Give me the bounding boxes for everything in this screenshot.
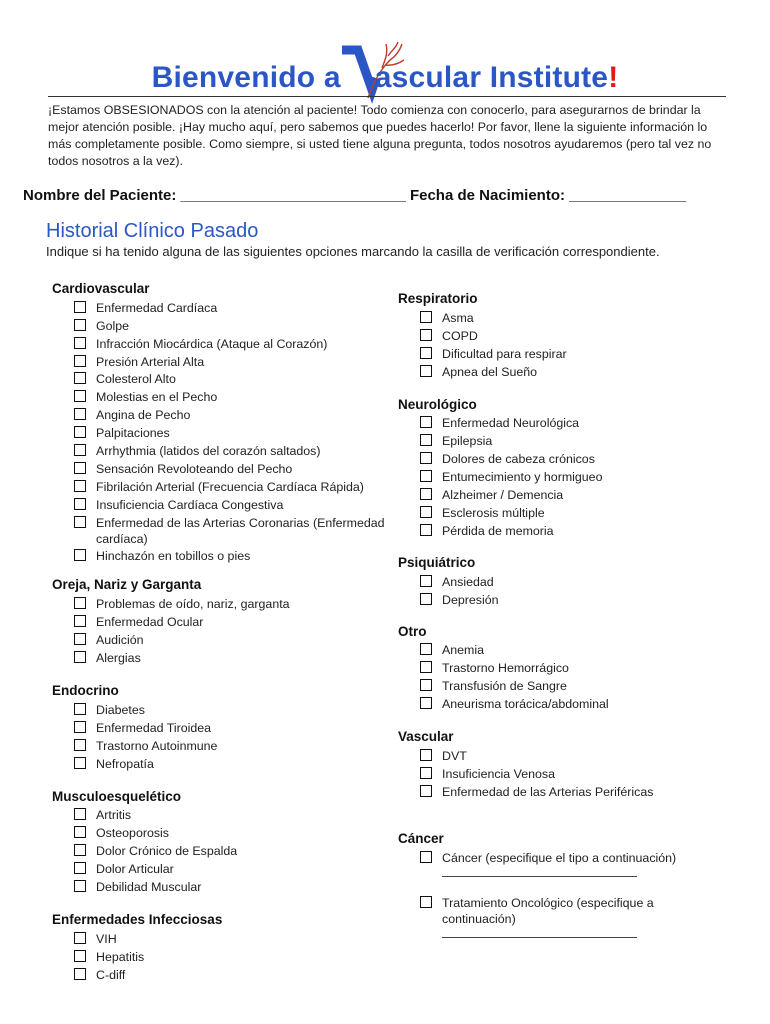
checkbox[interactable] <box>74 651 86 663</box>
checkbox-item[interactable] <box>52 336 397 352</box>
checkbox-label: Enfermedad Cardíaca <box>96 300 218 315</box>
checkbox-item[interactable] <box>398 642 728 658</box>
checkbox-label: Alergias <box>96 651 141 666</box>
checkbox[interactable] <box>420 593 432 605</box>
checkbox-label: Enfermedad Tiroidea <box>96 720 212 735</box>
checkbox-item[interactable] <box>398 696 728 712</box>
checkbox-item[interactable] <box>52 738 397 754</box>
checkbox[interactable] <box>74 301 86 313</box>
checkbox-item[interactable] <box>398 678 728 694</box>
checkbox-item[interactable] <box>398 505 728 521</box>
checkbox-label: Audición <box>96 633 144 648</box>
checkbox-label: Insuficiencia Venosa <box>442 766 555 781</box>
checkbox-label: Hepatitis <box>96 949 145 964</box>
checkbox[interactable] <box>420 679 432 691</box>
checkbox-item[interactable] <box>52 371 397 387</box>
checkbox-label: Depresión <box>442 592 499 607</box>
checkbox-item[interactable] <box>52 825 397 841</box>
checkbox-label: Colesterol Alto <box>96 372 176 387</box>
checkbox-item[interactable] <box>52 807 397 823</box>
checkbox-item[interactable] <box>398 469 728 485</box>
checkbox[interactable] <box>74 319 86 331</box>
checkbox[interactable] <box>420 643 432 655</box>
checkbox[interactable] <box>74 426 86 438</box>
checkbox-item[interactable] <box>52 354 397 370</box>
checkbox[interactable] <box>74 372 86 384</box>
checkbox[interactable] <box>74 480 86 492</box>
checkbox-item[interactable] <box>398 660 728 676</box>
checkbox-label: Dolor Articular <box>96 862 174 877</box>
group-vascular <box>398 728 728 800</box>
checkbox[interactable] <box>74 880 86 892</box>
page-title <box>0 61 770 95</box>
checkbox-item[interactable] <box>52 702 397 718</box>
checkbox-label: Dolores de cabeza crónicos <box>442 452 595 467</box>
group-neurologico <box>398 396 728 539</box>
group-enfermedades-infecciosas <box>52 911 397 983</box>
intro-paragraph: ¡Estamos OBSESIONADOS con la atención al paciente! Todo comienza con conocerlo, para asegurarnos de brindar la mejor atención posible. ¡Hay mucho aquí, pero sabemos que puedes hacerlo! Por favor, llene la siguiente información lo más completamente posible. Como siempre, si usted tiene alguna pregunta, todos nosotros ayudaremos (pero tal vez no todos nosotros a la vez). <box>48 103 712 168</box>
left-column <box>52 280 397 983</box>
checkbox-label: Apnea del Sueño <box>442 364 538 379</box>
checkbox[interactable] <box>420 524 432 536</box>
checkbox[interactable] <box>420 767 432 779</box>
checkbox-item[interactable] <box>398 784 728 800</box>
checkbox-item[interactable] <box>52 861 397 877</box>
group-title: Endocrino <box>52 683 119 699</box>
header <box>0 18 770 98</box>
checkbox[interactable] <box>74 968 86 980</box>
checkbox-label: Molestias en el Pecho <box>96 390 218 405</box>
checkbox[interactable] <box>420 575 432 587</box>
checkbox[interactable] <box>420 896 432 908</box>
checkbox-label: Enfermedad de las Arterias Coronarias (Enfermedad cardíaca) <box>96 515 385 546</box>
checkbox[interactable] <box>74 444 86 456</box>
checkbox-item[interactable] <box>52 949 397 965</box>
checkbox-label: VIH <box>96 931 117 946</box>
checkbox[interactable] <box>74 390 86 402</box>
checkbox-label: Hinchazón en tobillos o pies <box>96 549 251 564</box>
checkbox-item[interactable] <box>52 300 397 316</box>
checkbox[interactable] <box>420 697 432 709</box>
checkbox[interactable] <box>420 661 432 673</box>
checkbox-item[interactable] <box>398 487 728 503</box>
checkbox[interactable] <box>74 498 86 510</box>
checkbox-label: Osteoporosis <box>96 826 170 841</box>
checkbox-item[interactable] <box>52 479 397 495</box>
checkbox[interactable] <box>74 862 86 874</box>
checkbox-item[interactable] <box>52 843 397 859</box>
section-instruction: Indique si ha tenido alguna de las siguientes opciones marcando la casilla de verificación correspondiente. <box>46 244 660 259</box>
patient-info-line[interactable]: Nombre del Paciente: ___________________________ Fecha de Nacimiento: ______________ <box>23 187 686 204</box>
checkbox-label: Artritis <box>96 808 132 823</box>
checkbox-label: Fibrilación Arterial (Frecuencia Cardíaca Rápida) <box>96 479 364 494</box>
group-musculoesqueletico <box>52 788 397 895</box>
checkbox-label: Tratamiento Oncológico (especifique a continuación) <box>442 895 654 926</box>
group-title: Enfermedades Infecciosas <box>52 912 223 928</box>
checkbox-item[interactable] <box>52 548 397 564</box>
write-in-line[interactable] <box>442 929 637 938</box>
group-title: Musculoesquelético <box>52 788 182 804</box>
checkbox[interactable] <box>420 329 432 341</box>
checkbox-label: Aneurisma torácica/abdominal <box>442 697 609 712</box>
checkbox-item[interactable] <box>398 850 728 877</box>
checkbox-label: Trastorno Autoinmune <box>96 738 218 753</box>
checkbox[interactable] <box>420 347 432 359</box>
group-endocrino <box>52 682 397 772</box>
checkbox-item[interactable] <box>52 318 397 334</box>
right-column <box>398 290 728 956</box>
checkbox-label: Presión Arterial Alta <box>96 354 205 369</box>
checkbox-item[interactable] <box>398 310 728 326</box>
group-title: Otro <box>398 623 427 639</box>
checkbox[interactable] <box>420 434 432 446</box>
checkbox[interactable] <box>420 365 432 377</box>
checkbox-label: Trastorno Hemorrágico <box>442 661 569 676</box>
checkbox-item[interactable] <box>398 766 728 782</box>
checkbox[interactable] <box>420 488 432 500</box>
group-cardiovascular <box>52 280 397 564</box>
checkbox-item[interactable] <box>398 364 728 380</box>
checkbox-item[interactable] <box>398 895 728 938</box>
checkbox-item[interactable] <box>52 443 397 459</box>
checkbox-item[interactable] <box>52 931 397 947</box>
header-divider <box>48 96 726 97</box>
checkbox[interactable] <box>74 703 86 715</box>
checkbox[interactable] <box>74 337 86 349</box>
section-title: Historial Clínico Pasado <box>46 220 259 242</box>
group-title: Cardiovascular <box>52 281 150 296</box>
checkbox-item[interactable] <box>398 433 728 449</box>
checkbox-item[interactable] <box>398 592 728 608</box>
checkbox-label: Pérdida de memoria <box>442 523 554 538</box>
title-part-2: ascular Institute <box>374 61 609 94</box>
group-title: Neurológico <box>398 396 477 412</box>
checkbox-label: Ansiedad <box>442 574 494 589</box>
checkbox-item[interactable] <box>52 497 397 513</box>
checkbox[interactable] <box>74 633 86 645</box>
checkbox-label: Dolor Crónico de Espalda <box>96 844 238 859</box>
checkbox-item[interactable] <box>398 328 728 344</box>
checkbox[interactable] <box>74 757 86 769</box>
checkbox[interactable] <box>420 416 432 428</box>
checkbox-item[interactable] <box>398 523 728 539</box>
checkbox-item[interactable] <box>52 650 397 666</box>
checkbox-item[interactable] <box>398 748 728 764</box>
title-exclamation: ! <box>608 61 619 94</box>
checkbox-label: Enfermedad Neurológica <box>442 416 580 431</box>
checkbox[interactable] <box>74 932 86 944</box>
checkbox-label: Epilepsia <box>442 434 493 449</box>
checkbox-label: Esclerosis múltiple <box>442 505 545 520</box>
checkbox-label: Golpe <box>96 318 130 333</box>
group-cancer <box>398 830 728 938</box>
checkbox[interactable] <box>74 462 86 474</box>
checkbox[interactable] <box>74 597 86 609</box>
checkbox-label: C-diff <box>96 967 126 982</box>
group-otro <box>398 623 728 713</box>
group-title: Respiratorio <box>398 291 478 306</box>
checkbox-label: Problemas de oído, nariz, garganta <box>96 597 290 612</box>
checkbox-item[interactable] <box>52 515 397 547</box>
checkbox-item[interactable] <box>52 879 397 895</box>
checkbox-item[interactable] <box>52 407 397 423</box>
checkbox-item[interactable] <box>52 756 397 772</box>
checkbox[interactable] <box>74 739 86 751</box>
checkbox-label: Arrhythmia (latidos del corazón saltados) <box>96 444 321 459</box>
checkbox[interactable] <box>74 408 86 420</box>
checkbox[interactable] <box>74 721 86 733</box>
checkbox-item[interactable] <box>398 574 728 590</box>
group-title: Vascular <box>398 729 454 745</box>
checkbox-label: Debilidad Muscular <box>96 880 202 895</box>
checkbox-label: DVT <box>442 749 467 764</box>
checkbox-label: Enfermedad Ocular <box>96 615 204 630</box>
checkbox-item[interactable] <box>52 596 397 612</box>
group-psiquiatrico <box>398 554 728 608</box>
checkbox[interactable] <box>74 516 86 528</box>
checkbox-label: Insuficiencia Cardíaca Congestiva <box>96 497 284 512</box>
checkbox-label: Alzheimer / Demencia <box>442 488 564 503</box>
checkbox-label: Angina de Pecho <box>96 408 191 423</box>
checkbox-item[interactable] <box>398 346 728 362</box>
group-respiratorio <box>398 290 728 380</box>
checkbox[interactable] <box>420 470 432 482</box>
checkbox-item[interactable] <box>52 425 397 441</box>
checkbox[interactable] <box>74 950 86 962</box>
checkbox-label: Asma <box>442 310 474 325</box>
checkbox-item[interactable] <box>52 389 397 405</box>
checkbox[interactable] <box>420 506 432 518</box>
checkbox[interactable] <box>420 851 432 863</box>
checkbox-item[interactable] <box>52 720 397 736</box>
checkbox-label: Sensación Revoloteando del Pecho <box>96 461 293 476</box>
checkbox[interactable] <box>420 749 432 761</box>
checkbox-label: Diabetes <box>96 702 145 717</box>
group-oreja-nariz-y-garganta <box>52 576 397 666</box>
checkbox[interactable] <box>74 808 86 820</box>
checkbox-item[interactable] <box>52 967 397 983</box>
checkbox-label: Palpitaciones <box>96 426 170 441</box>
write-in-line[interactable] <box>442 868 637 877</box>
checkbox-item[interactable] <box>52 614 397 630</box>
checkbox-item[interactable] <box>52 461 397 477</box>
group-title: Psiquiátrico <box>398 554 476 570</box>
checkbox-label: Dificultad para respirar <box>442 346 567 361</box>
checkbox[interactable] <box>420 452 432 464</box>
checkbox-label: Enfermedad de las Arterias Periféricas <box>442 784 654 799</box>
checkbox[interactable] <box>74 549 86 561</box>
checkbox-label: Cáncer (especifique el tipo a continuación) <box>442 850 677 865</box>
title-part-1: Bienvenido a <box>151 61 341 94</box>
checkbox-label: Transfusión de Sangre <box>442 679 567 694</box>
checkbox-label: Anemia <box>442 643 485 658</box>
checkbox[interactable] <box>74 615 86 627</box>
checkbox-item[interactable] <box>398 451 728 467</box>
checkbox-label: Entumecimiento y hormigueo <box>442 470 603 485</box>
checkbox[interactable] <box>420 785 432 797</box>
group-title: Cáncer <box>398 830 444 846</box>
group-title: Oreja, Nariz y Garganta <box>52 577 202 593</box>
checkbox-item[interactable] <box>398 415 728 431</box>
checkbox-label: Infracción Miocárdica (Ataque al Corazón) <box>96 336 328 351</box>
checkbox-label: Nefropatía <box>96 756 154 771</box>
checkbox-item[interactable] <box>52 632 397 648</box>
checkbox[interactable] <box>74 844 86 856</box>
checkbox[interactable] <box>74 355 86 367</box>
checkbox[interactable] <box>74 826 86 838</box>
checkbox[interactable] <box>420 311 432 323</box>
checkbox-label: COPD <box>442 328 478 343</box>
